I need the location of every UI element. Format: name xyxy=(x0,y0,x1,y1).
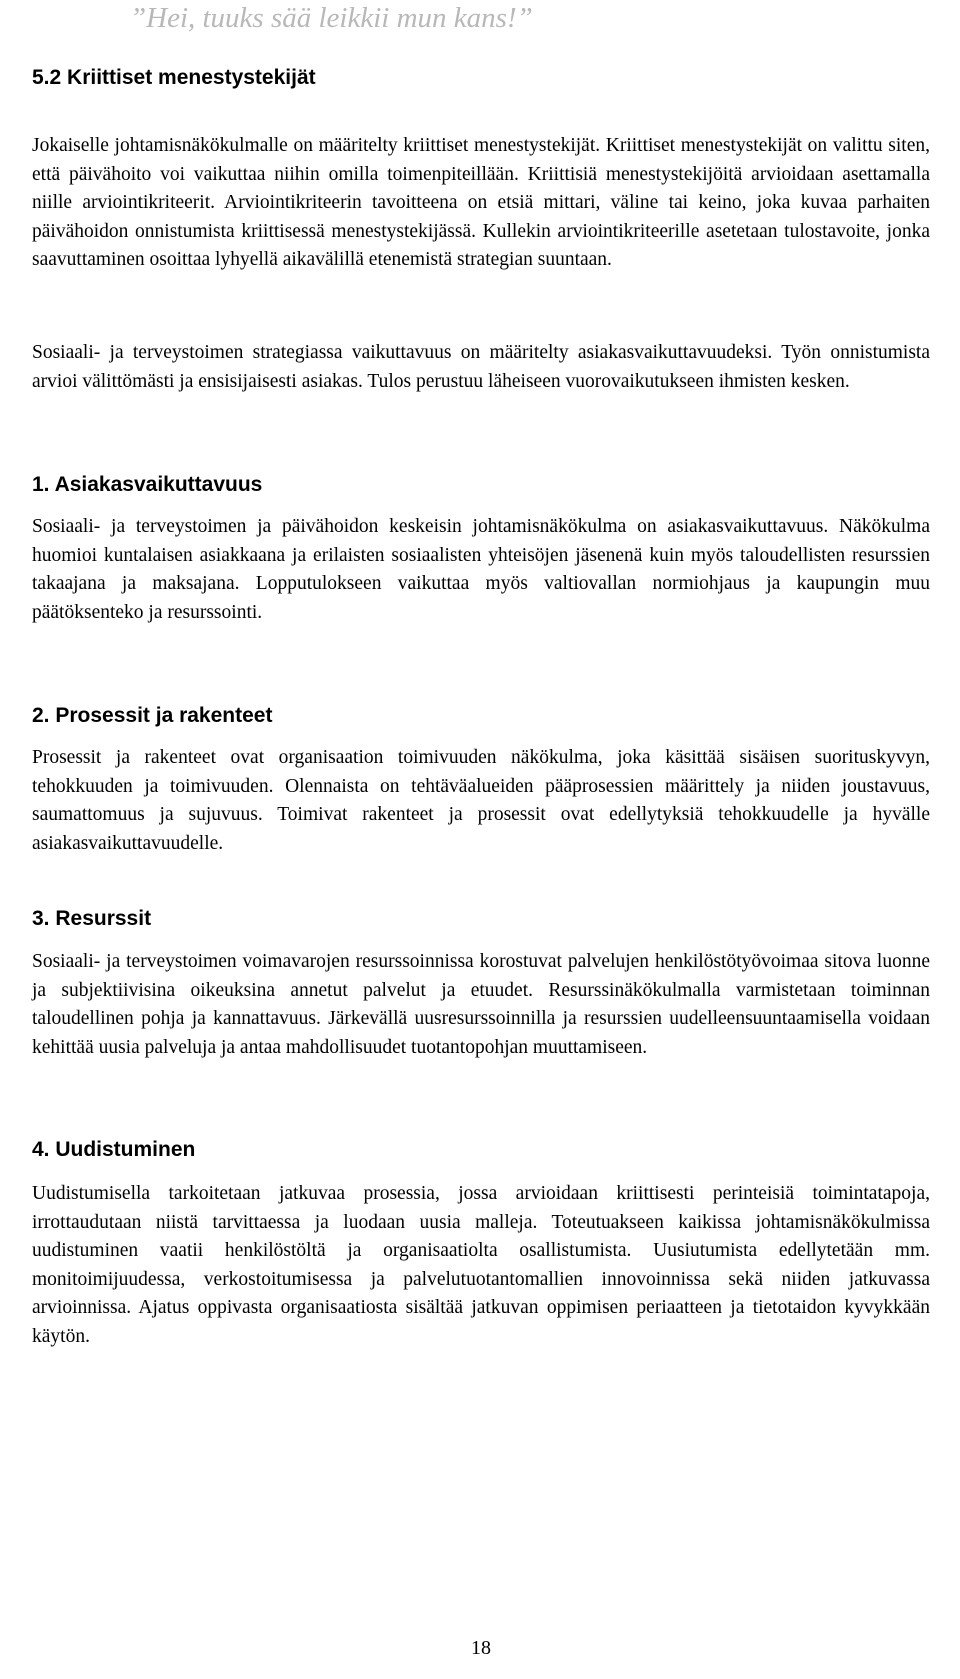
heading-prosessit: 2. Prosessit ja rakenteet xyxy=(32,704,273,727)
heading-resurssit: 3. Resurssit xyxy=(32,907,152,930)
heading-asiakasvaikuttavuus: 1. Asiakasvaikuttavuus xyxy=(32,473,263,496)
paragraph-asiakasvaikuttavuus: Sosiaali- ja terveystoimen ja päivähoidon keskeisin johtamisnäkökulma on asiakasvaikuttavuus. Näkökulma huomioi kuntalaisen asiakkaana ja erilaisten sosiaalisten yhteisöjen jäsenenä kuin myös taloudellisten resurssien takaajana ja maksajana. Lopputulokseen vaikuttaa myös valtiovallan normiohjaus ja kaupungin muu päätöksenteko ja resurssointi. xyxy=(32,516,930,623)
page-number: 18 xyxy=(471,1637,491,1659)
paragraph-uudistuminen: Uudistumisella tarkoitetaan jatkuvaa prosessia, jossa arvioidaan kriittisesti perinteisiä toimintatapoja, irrottaudutaan niistä tarvittaessa ja luodaan uusia malleja. Toteutuakseen kaikissa johtamisnäkökulmissa uudistuminen vaatii henkilöstöltä ja organisaatiolta osallistumista. Uusiutumista edellytetään mm. monitoimijuudessa, verkostoitumisessa ja palvelutuotantomallien innovoinnissa sekä niiden jatkuvassa arvioinnissa. Ajatus oppivasta organisaatiosta sisältää jatkuvan oppimisen periaatteen ja tietotaidon kyvykkään käytön. xyxy=(32,1183,930,1347)
paragraph-prosessit: Prosessit ja rakenteet ovat organisaation toimivuuden näkökulma, joka käsittää sisäisen suorituskyvyn, tehokkuuden ja toimivuuden. Olennaista on tehtäväalueiden pääprosessien määrittely ja niiden joustavuus, saumattomuus ja sujuvuus. Toimivat rakenteet ja prosessit ovat edellytyksiä tehokkuudelle ja hyvälle asiakasvaikuttavuudelle. xyxy=(32,747,930,854)
running-header: ”Hei, tuuks sää leikkii mun kans!” xyxy=(130,2,533,34)
section-title: 5.2 Kriittiset menestystekijät xyxy=(32,66,316,89)
heading-uudistuminen: 4. Uudistuminen xyxy=(32,1138,196,1161)
intro-paragraph-2: Sosiaali- ja terveystoimen strategiassa vaikuttavuus on määritelty asiakasvaikuttavuudeksi. Työn onnistumista arvioi välittömästi ja ensisijaisesti asiakas. Tulos perustuu läheiseen vuorovaikutukseen ihmisten kesken. xyxy=(32,342,930,392)
intro-paragraph-1: Jokaiselle johtamisnäkökulmalle on määritelty kriittiset menestystekijät. Kriittiset menestystekijät on valittu siten, että päivähoito voi vaikuttaa niihin omilla toimenpiteillään. Kriittisiä menestystekijöitä arvioidaan asettamalla niille arviointikriteerit. Arviointikriteerin tavoitteena on etsiä mittari, väline tai keino, joka kuvaa parhaiten päivähoidon onnistumista kriittisessä menestystekijässä. Kullekin arviointikriteerille asetetaan tulostavoite, jonka saavuttaminen osoittaa lyhyellä aikavälillä etenemistä strategian suuntaan. xyxy=(32,135,930,270)
paragraph-resurssit: Sosiaali- ja terveystoimen voimavarojen resurssoinnissa korostuvat palvelujen henkilöstötyövoimaa sitova luonne ja subjektiivisina oikeuksina annetut palvelut ja etuudet. Resurssinäkökulmalla varmistetaan toiminnan taloudellinen pohja ja kannattavuus. Järkevällä uusresurssoinnilla ja resurssien uudelleensuuntaamisella voidaan kehittää uusia palveluja ja antaa mahdollisuudet tuotantopohjan muuttamiseen. xyxy=(32,951,930,1058)
